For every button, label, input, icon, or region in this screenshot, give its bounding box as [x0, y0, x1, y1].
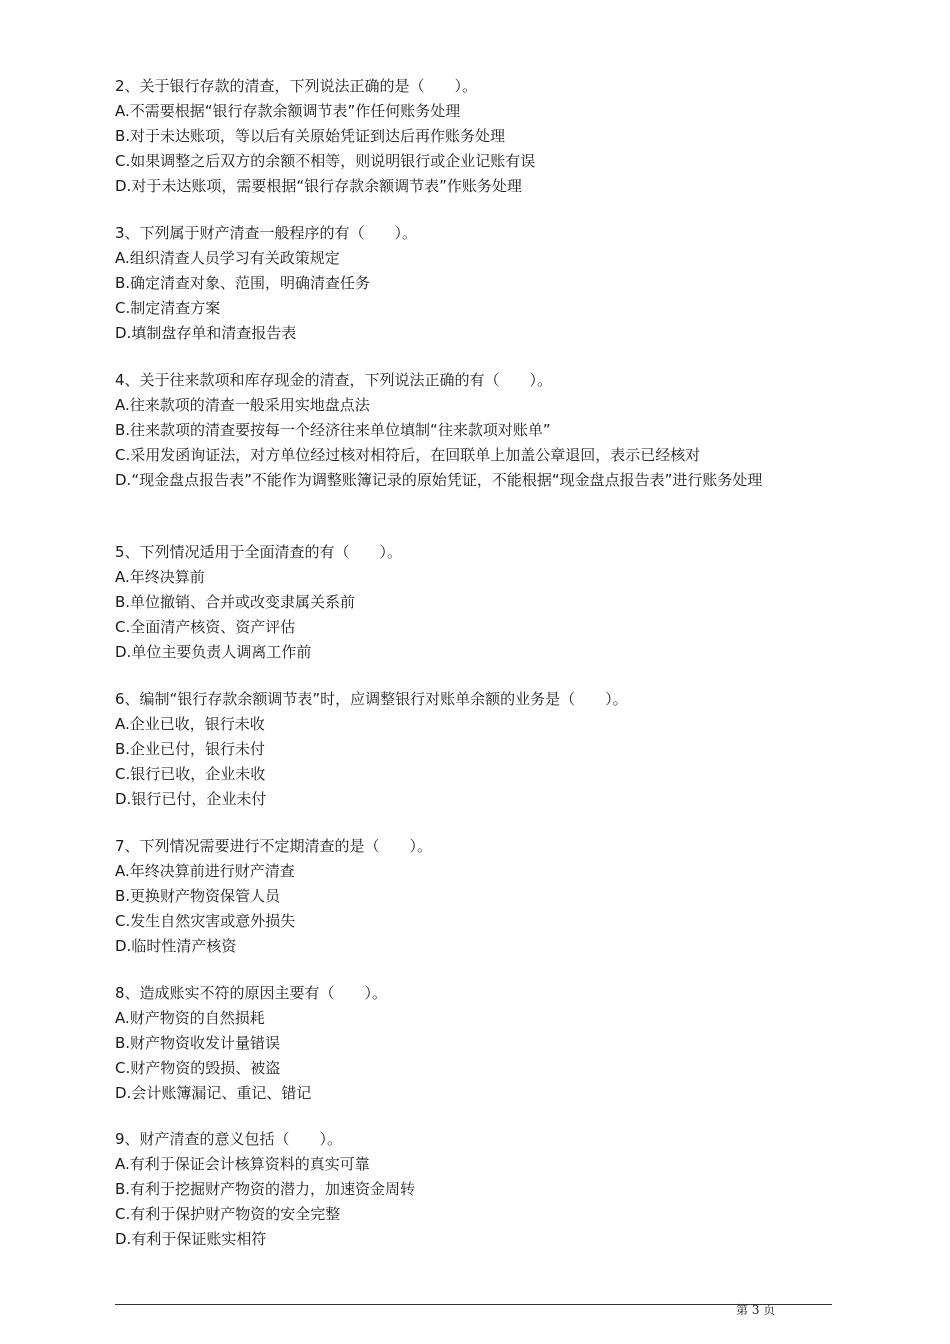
question-stem: 5、下列情况适用于全面清查的有（ ）。 — [115, 543, 403, 561]
option-c: C.财产物资的毁损、被盗 — [115, 1059, 281, 1077]
option-c: C.发生自然灾害或意外损失 — [115, 912, 296, 930]
question-stem: 4、关于往来款项和库存现金的清查，下列说法正确的有（ ）。 — [115, 371, 553, 389]
option-a: A.不需要根据“银行存款余额调节表”作任何账务处理 — [115, 102, 461, 120]
option-c: C.有利于保护财产物资的安全完整 — [115, 1205, 341, 1223]
option-c: C.采用发函询证法，对方单位经过核对相符后，在回联单上加盖公章退回，表示已经核对 — [115, 446, 701, 464]
question-6 — [115, 687, 840, 812]
question-stem: 8、造成账实不符的原因主要有（ ）。 — [115, 984, 388, 1002]
option-b: B.财产物资收发计量错误 — [115, 1034, 281, 1052]
question-3 — [115, 221, 840, 346]
page-number: 第 3 页 — [736, 1303, 776, 1317]
option-c: C.如果调整之后双方的余额不相等，则说明银行或企业记账有误 — [115, 152, 536, 170]
option-a: A.财产物资的自然损耗 — [115, 1009, 265, 1027]
question-4 — [115, 368, 840, 493]
question-9 — [115, 1127, 840, 1252]
option-b: B.有利于挖掘财产物资的潜力，加速资金周转 — [115, 1180, 416, 1198]
option-a: A.往来款项的清查一般采用实地盘点法 — [115, 396, 370, 414]
option-d: D.银行已付，企业未付 — [115, 790, 267, 808]
option-a: A.企业已收，银行未收 — [115, 715, 265, 733]
option-a: A.有利于保证会计核算资料的真实可靠 — [115, 1155, 370, 1173]
question-stem: 6、编制“银行存款余额调节表”时，应调整银行对账单余额的业务是（ ）。 — [115, 690, 628, 708]
option-b: B.确定清查对象、范围，明确清查任务 — [115, 274, 371, 292]
option-b: B.对于未达账项，等以后有关原始凭证到达后再作账务处理 — [115, 127, 506, 145]
option-d: D.对于未达账项，需要根据“银行存款余额调节表”作账务处理 — [115, 177, 522, 195]
option-d: D.单位主要负责人调离工作前 — [115, 643, 312, 661]
option-c: C.银行已收，企业未收 — [115, 765, 266, 783]
option-b: B.往来款项的清查要按每一个经济往来单位填制“往来款项对账单” — [115, 421, 551, 439]
option-a: A.组织清查人员学习有关政策规定 — [115, 249, 340, 267]
option-d: D.有利于保证账实相符 — [115, 1230, 267, 1248]
option-c: C.全面清产核资、资产评估 — [115, 618, 296, 636]
question-8 — [115, 981, 840, 1106]
question-stem: 7、下列情况需要进行不定期清查的是（ ）。 — [115, 837, 433, 855]
option-d: D.会计账簿漏记、重记、错记 — [115, 1084, 312, 1102]
option-b: B.单位撤销、合并或改变隶属关系前 — [115, 593, 356, 611]
question-5 — [115, 540, 840, 665]
question-7 — [115, 834, 840, 959]
option-b: B.更换财产物资保管人员 — [115, 887, 281, 905]
option-d: D.“现金盘点报告表”不能作为调整账簿记录的原始凭证，不能根据“现金盘点报告表”进行账务处理 — [115, 471, 763, 489]
question-stem: 3、下列属于财产清查一般程序的有（ ）。 — [115, 224, 418, 242]
option-a: A.年终决算前 — [115, 568, 205, 586]
option-a: A.年终决算前进行财产清查 — [115, 862, 295, 880]
footer-divider — [115, 1304, 832, 1305]
option-b: B.企业已付，银行未付 — [115, 740, 266, 758]
question-stem: 9、财产清查的意义包括（ ）。 — [115, 1130, 343, 1148]
option-c: C.制定清查方案 — [115, 299, 221, 317]
question-2 — [115, 74, 840, 199]
question-stem: 2、关于银行存款的清查，下列说法正确的是（ ）。 — [115, 77, 478, 95]
option-d: D.填制盘存单和清查报告表 — [115, 324, 297, 342]
option-d: D.临时性清产核资 — [115, 937, 237, 955]
